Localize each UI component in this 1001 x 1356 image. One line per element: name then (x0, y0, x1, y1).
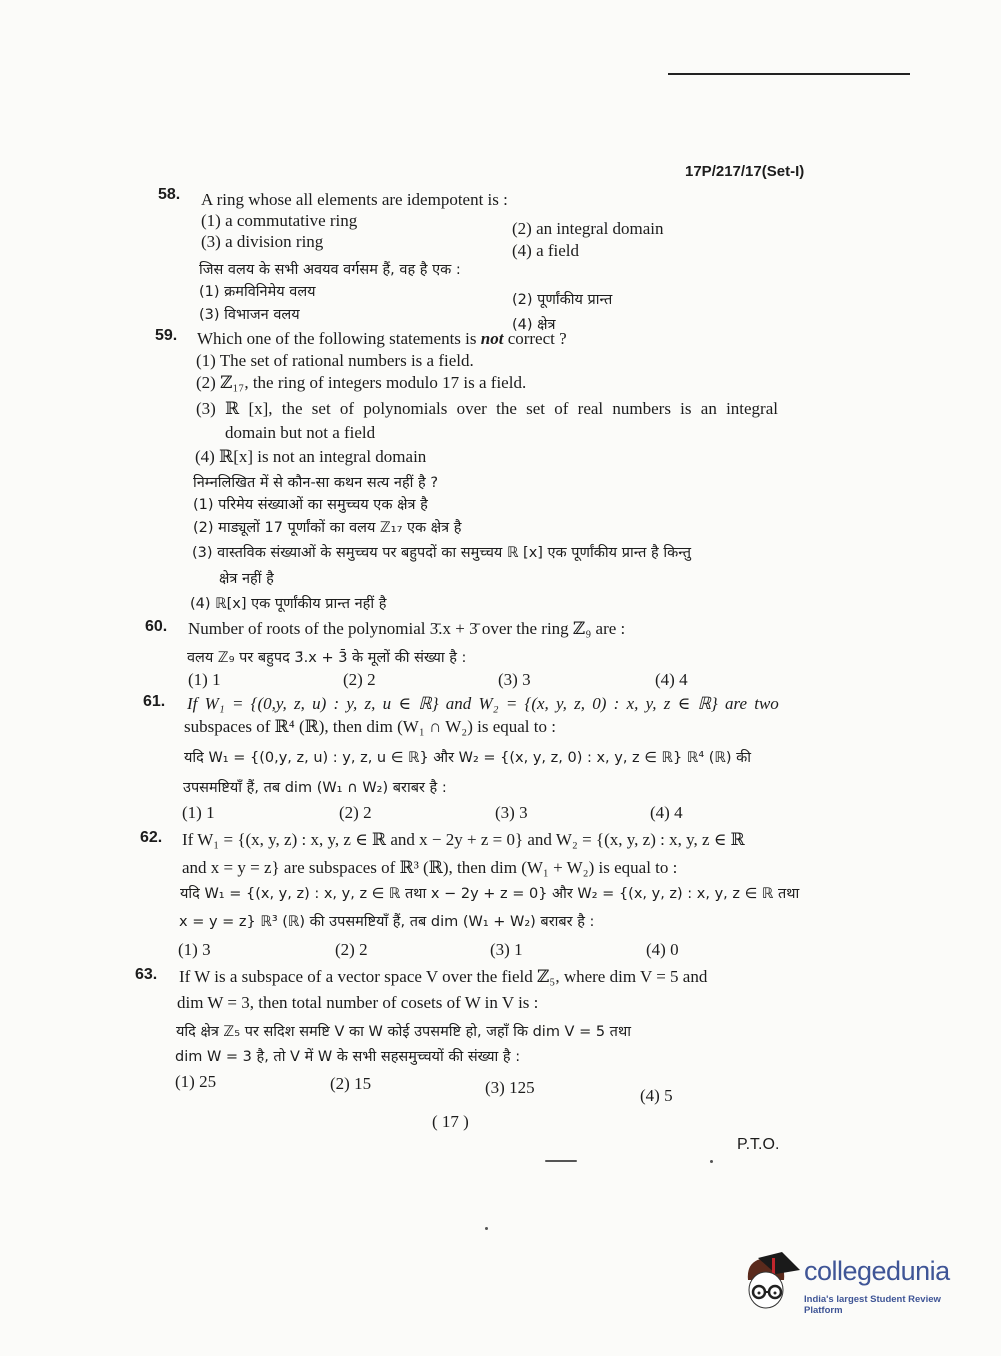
question-60-text: Number of roots of the polynomial 3̄.x + 3̄ over the ring ℤ₉ are : (188, 619, 626, 638)
option: (4) a field (512, 241, 580, 260)
option: (3) विभाजन वलय (199, 307, 300, 323)
option-continued: domain but not a field (225, 423, 376, 442)
question-62-text: If W₁ = {(x, y, z) : x, y, z ∈ ℝ and x − 2y + z = 0} and W₂ = {(x, y, z) : x, y, z ∈ ℝ (182, 830, 745, 849)
option: (4) 5 (640, 1086, 673, 1105)
option-continued: क्षेत्र नहीं है (219, 571, 274, 587)
option: (1) 3 (178, 940, 211, 959)
question-61-text: subspaces of ℝ⁴ (ℝ), then dim (W₁ ∩ W₂) is equal to : (184, 717, 556, 736)
question-58-hindi: जिस वलय के सभी अवयव वर्गसम हैं, वह है एक : (199, 262, 461, 278)
question-63-hindi: यदि क्षेत्र ℤ₅ पर सदिश समष्टि V का W कोई उपसमष्टि हो, जहाँ कि dim V = 5 तथा (176, 1024, 631, 1040)
paper-code: 17P/217/17(Set-I) (685, 163, 805, 180)
question-63-text: If W is a subspace of a vector space V over the field ℤ₅, where dim V = 5 and (179, 967, 708, 986)
option: (1) The set of rational numbers is a field. (196, 351, 474, 370)
option: (1) 1 (182, 803, 215, 822)
question-62-hindi: x = y = z} ℝ³ (ℝ) की उपसमष्टियाँ हैं, तब dim (W₁ + W₂) बराबर है : (179, 914, 595, 930)
option: (4) ℝ[x] एक पूर्णांकीय प्रान्त नहीं है (190, 596, 387, 612)
question-61-hindi: उपसमष्टियाँ हैं, तब dim (W₁ ∩ W₂) बराबर है : (183, 780, 447, 796)
question-60-hindi: वलय ℤ₉ पर बहुपद 3̄.x + 3̄ के मूलों की संख्या है : (187, 650, 467, 666)
option: (2) पूर्णांकीय प्रान्त (512, 292, 613, 308)
option: (4) क्षेत्र (512, 317, 556, 333)
option: (2) 2 (343, 670, 376, 689)
page-number: ( 17 ) (432, 1112, 469, 1131)
mascot-icon (742, 1250, 802, 1312)
option: (1) a commutative ring (201, 211, 358, 230)
option: (2) 15 (330, 1074, 372, 1093)
option: (1) 1 (188, 670, 221, 689)
header-rule (668, 73, 910, 75)
option: (2) 2 (339, 803, 372, 822)
option: (1) क्रमविनिमेय वलय (199, 284, 316, 300)
text: Which one of the following statements is (197, 329, 481, 348)
option: (3) वास्तविक संख्याओं के समुच्चय पर बहुपदों का समुच्चय ℝ [x] एक पूर्णांकीय प्रान्त है किन्तु (192, 545, 691, 561)
option: (2) ℤ₁₇, the ring of integers modulo 17 is a field. (196, 373, 527, 392)
question-number-58: 58. (158, 186, 181, 203)
question-number-63: 63. (135, 966, 158, 983)
scan-mark (545, 1160, 577, 1162)
option: (1) परिमेय संख्याओं का समुच्चय एक क्षेत्र है (193, 497, 428, 513)
question-number-62: 62. (140, 829, 163, 846)
option: (3) 1 (490, 940, 523, 959)
option: (1) 25 (175, 1072, 217, 1091)
collegedunia-logo (742, 1250, 972, 1315)
option: (3) 3 (498, 670, 531, 689)
option: (3) a division ring (201, 232, 324, 251)
text: correct ? (503, 329, 567, 348)
option: (3) 3 (495, 803, 528, 822)
question-61-text: If W₁ = {(0,y, z, u) : y, z, u ∈ ℝ} and W₂ = {(x, y, z, 0) : x, y, z ∈ ℝ} are two (187, 694, 779, 713)
question-59-hindi: निम्नलिखित में से कौन-सा कथन सत्य नहीं है ? (193, 475, 439, 491)
option: (3) 125 (485, 1078, 535, 1097)
question-61-hindi: यदि W₁ = {(0,y, z, u) : y, z, u ∈ ℝ} और W₂ = {(x, y, z, 0) : x, y, z ∈ ℝ} ℝ⁴ (ℝ) की (184, 750, 752, 766)
question-number-60: 60. (145, 618, 168, 635)
option: (4) 4 (655, 670, 688, 689)
option: (2) an integral domain (512, 219, 664, 238)
question-58-text: A ring whose all elements are idempotent is : (201, 190, 508, 209)
logo-brand: collegedunia (804, 1256, 950, 1286)
question-63-hindi: dim W = 3 है, तो V में W के सभी सहसमुच्चयों की संख्या है : (175, 1049, 521, 1065)
option: (4) 4 (650, 803, 683, 822)
question-63-text: dim W = 3, then total number of cosets of W in V is : (177, 993, 539, 1012)
scan-mark (710, 1160, 713, 1163)
question-62-text: and x = y = z} are subspaces of ℝ³ (ℝ), then dim (W₁ + W₂) is equal to : (182, 858, 678, 877)
logo-tagline: India's largest Student Review Platform (804, 1294, 941, 1316)
option: (4) 0 (646, 940, 679, 959)
option: (2) 2 (335, 940, 368, 959)
option: (4) ℝ[x] is not an integral domain (195, 447, 427, 466)
pto-label: P.T.O. (737, 1136, 780, 1153)
option: (2) माड्यूलों 17 पूर्णांकों का वलय ℤ₁₇ एक क्षेत्र है (193, 520, 462, 536)
question-62-hindi: यदि W₁ = {(x, y, z) : x, y, z ∈ ℝ तथा x − 2y + z = 0} और W₂ = {(x, y, z) : x, y, z ∈ ℝ तथा (180, 886, 800, 902)
scan-mark (485, 1227, 488, 1230)
question-59-text (197, 329, 567, 349)
option: (3) ℝ [x], the set of polynomials over the set of real numbers is an integral (196, 399, 778, 418)
question-number-61: 61. (143, 693, 166, 710)
emphasis: not (480, 329, 504, 348)
question-number-59: 59. (155, 327, 178, 344)
